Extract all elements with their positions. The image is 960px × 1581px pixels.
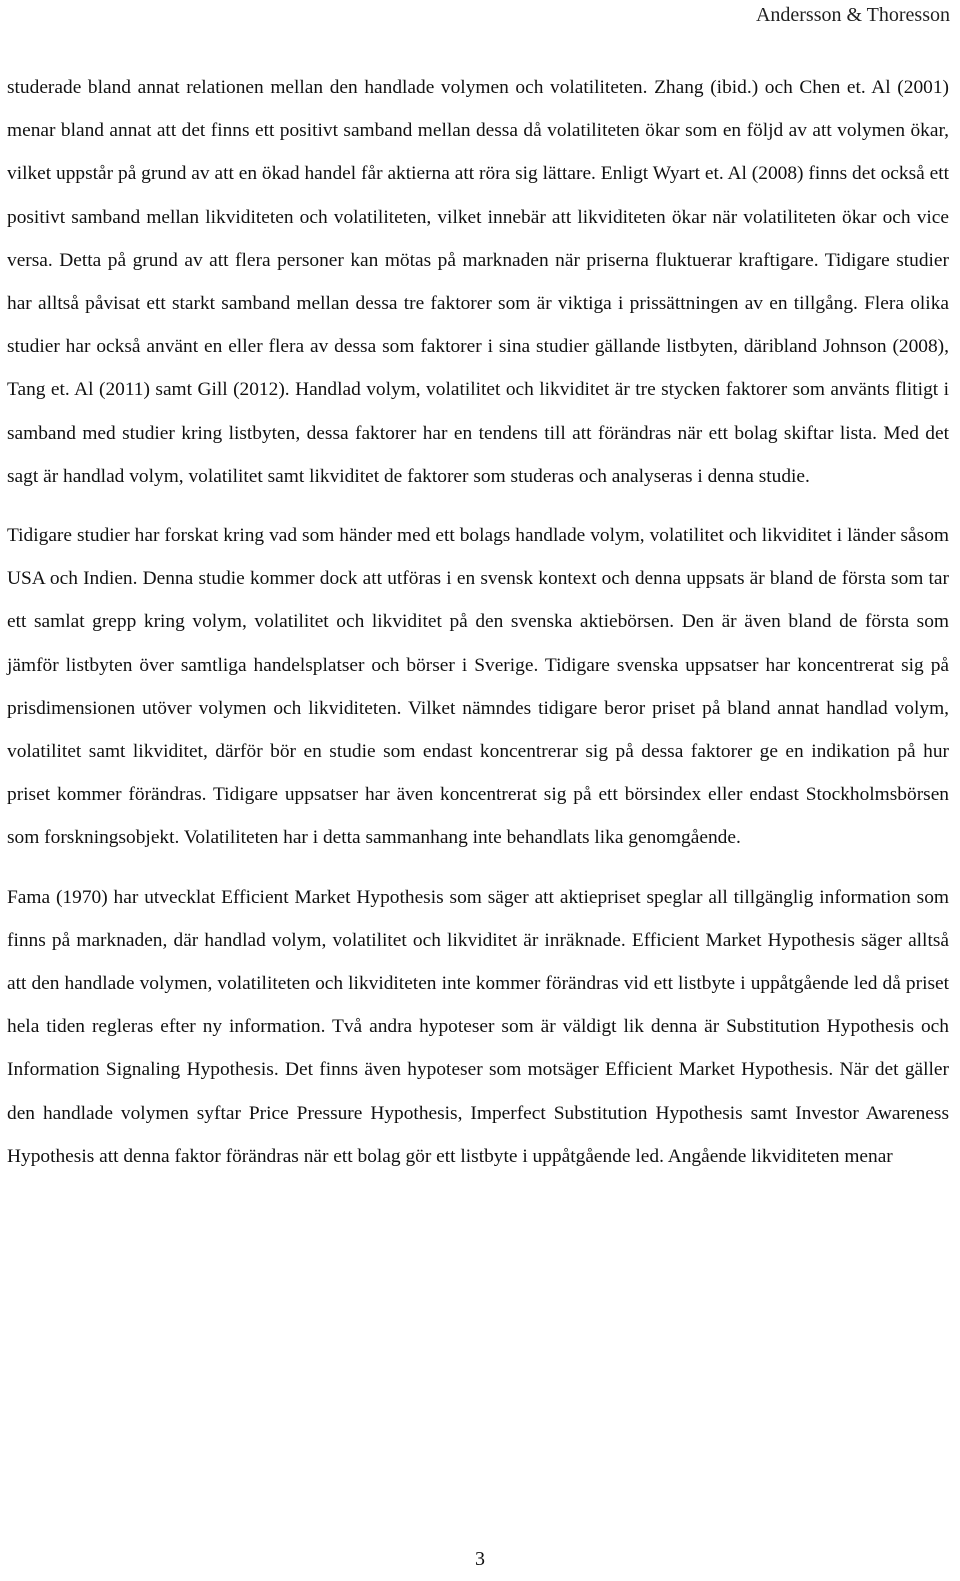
paragraph-volume-volatility-liquidity: studerade bland annat relationen mellan den handlade volymen och volatiliteten. Zhang (ibid.) och Chen et. Al (2001) menar bland annat att det finns ett positivt samband mellan dessa då volatiliteten ökar som en följd av att volymen ökar, vilket uppstår på grund av att en ökad handel får aktierna att röra sig lättare. Enligt Wyart et. Al (2008) finns det också ett positivt samband mellan likviditeten och volatiliteten, vilket innebär att likviditeten ökar när volatiliteten ökar och vice versa. Detta på grund av att flera personer kan mötas på marknaden när priserna fluktuerar kraftigare. Tidigare studier har alltså påvisat ett starkt samband mellan dessa tre faktorer som är viktiga i prissättningen av en tillgång. Flera olika studier har också använt en eller flera av dessa som faktorer i sina studier gällande listbyten, däribland Johnson (2008), Tang et. Al (2011) samt Gill (2012). Handlad volym, volatilitet och likviditet är tre stycken faktorer som använts flitigt i samband med studier kring listbyten, dessa faktorer har en tendens till att förändras när ett bolag skiftar lista. Med det sagt är handlad volym, volatilitet samt likviditet de faktorer som studeras och analyseras i denna studie. (7, 77, 949, 487)
page-number: 3 (475, 1548, 485, 1570)
paragraph-previous-studies: Tidigare studier har forskat kring vad som händer med ett bolags handlade volym, volatilitet och likviditet i länder såsom USA och Indien. Denna studie kommer dock att utföras i en svensk kontext och denna uppsats är bland de första som tar ett samlat grepp kring volym, volatilitet och likviditet på den svenska aktiebörsen. Den är även bland de första som jämför listbyten över samtliga handelsplatser och börser i Sverige. Tidigare svenska uppsatser har koncentrerat sig på prisdimensionen utöver volymen och likviditeten. Vilket nämndes tidigare beror priset på bland annat handlad volym, volatilitet samt likviditet, därför bör en studie som endast koncentrerar sig på dessa faktorer ge en indikation på hur priset kommer förändras. Tidigare uppsatser har även koncentrerat sig på ett börsindex eller endast Stockholmsbörsen som forskningsobjekt. Volatiliteten har i detta sammanhang inte behandlats lika genomgående. (7, 525, 949, 849)
paragraph-efficient-market-hypothesis: Fama (1970) har utvecklat Efficient Market Hypothesis som säger att aktiepriset speglar all tillgänglig information som finns på marknaden, där handlad volym, volatilitet och likviditet är inräknade. Efficient Market Hypothesis säger alltså att den handlade volymen, volatiliteten och likviditeten inte kommer förändras vid ett listbyte i uppåtgående led då priset hela tiden regleras efter ny information. Två andra hypoteser som är väldigt lik denna är Substitution Hypothesis och Information Signaling Hypothesis. Det finns även hypoteser som motsäger Efficient Market Hypothesis. När det gäller den handlade volymen syftar Price Pressure Hypothesis, Imperfect Substitution Hypothesis samt Investor Awareness Hypothesis att denna faktor förändras när ett bolag gör ett listbyte i uppåtgående led. Angående likviditeten menar (7, 886, 949, 1167)
running-header-authors: Andersson & Thoresson (755, 4, 950, 26)
body-text (7, 66, 949, 1178)
